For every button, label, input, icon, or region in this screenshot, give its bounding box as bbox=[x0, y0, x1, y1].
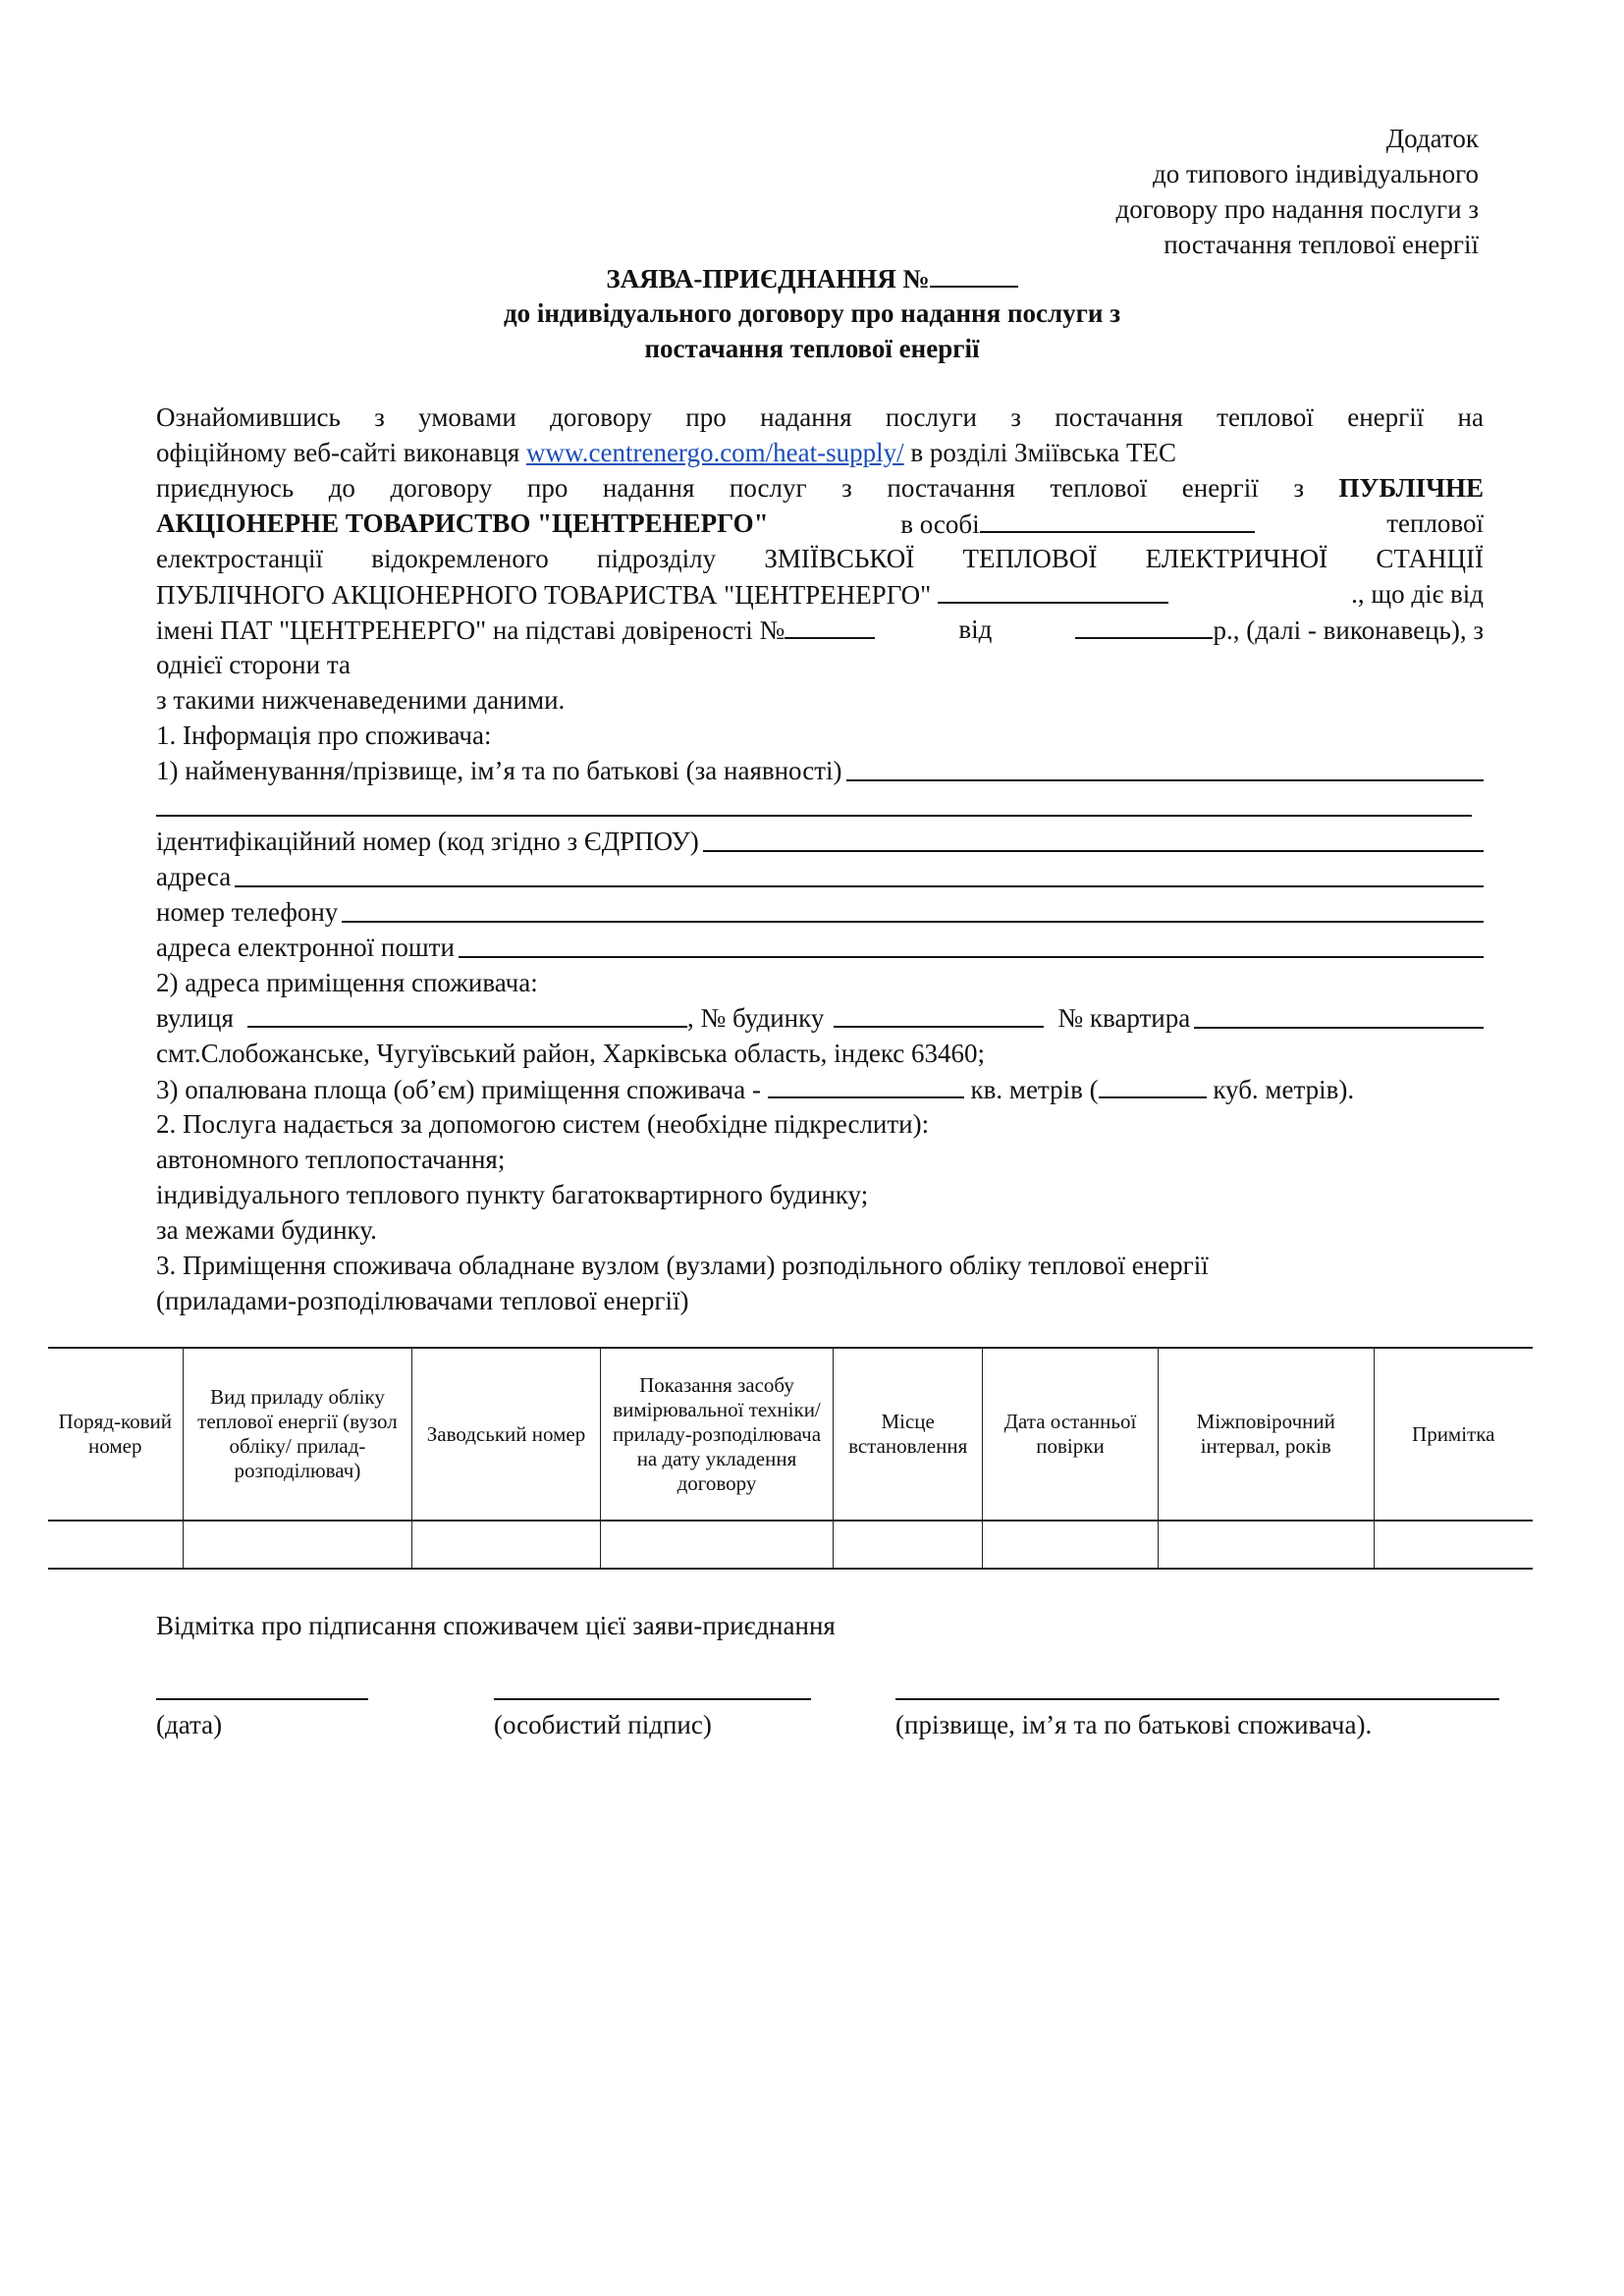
document-title: ЗАЯВА-ПРИЄДНАННЯ № bbox=[0, 260, 1624, 296]
website-link[interactable]: www.centrenergo.com/heat-supply/ bbox=[526, 438, 904, 467]
table-cell[interactable] bbox=[1159, 1521, 1374, 1569]
house-number-field[interactable] bbox=[834, 1000, 1044, 1028]
signature-caption: (особистий підпис) bbox=[494, 1710, 712, 1739]
column-header: Міжповірочний інтервал, років bbox=[1159, 1348, 1374, 1521]
table-cell[interactable] bbox=[412, 1521, 600, 1569]
power-of-attorney-date-blank[interactable] bbox=[1075, 612, 1213, 639]
system-option[interactable]: індивідуального теплового пункту багатоквартирного будинку; bbox=[156, 1180, 869, 1209]
appendix-line: договору про надання послуги з bbox=[1115, 194, 1479, 224]
column-header: Поряд-ковий номер bbox=[48, 1348, 183, 1521]
date-caption: (дата) bbox=[156, 1710, 223, 1739]
consumer-name-field[interactable] bbox=[846, 753, 1484, 781]
consumer-name-line[interactable] bbox=[895, 1698, 1499, 1700]
apartment-field[interactable] bbox=[1194, 1000, 1484, 1029]
signature-note: Відмітка про підписання споживачем цієї заяви-приєднання bbox=[156, 1611, 836, 1640]
representative-name-blank[interactable] bbox=[938, 576, 1168, 604]
application-number-blank[interactable] bbox=[930, 260, 1018, 288]
appendix-line: Додаток bbox=[1385, 124, 1479, 153]
table-cell[interactable] bbox=[834, 1521, 983, 1569]
column-header: Показання засобу вимірювальної техніки/ приладу-розподілювача на дату укладення договору bbox=[600, 1348, 834, 1521]
consumer-id-field[interactable] bbox=[703, 824, 1484, 852]
column-header: Вид приладу обліку теплової енергії (вузол обліку/ прилад-розподілювач) bbox=[183, 1348, 412, 1521]
heated-volume-field[interactable] bbox=[1099, 1071, 1207, 1098]
column-header: Заводський номер bbox=[412, 1348, 600, 1521]
consumer-name-field-2[interactable] bbox=[156, 788, 1472, 817]
document-subtitle-2: постачання теплової енергії bbox=[644, 334, 980, 363]
consumer-name-caption: (прізвище, ім’я та по батькові споживача). bbox=[895, 1710, 1373, 1739]
document-subtitle: до індивідуального договору про надання послуги з bbox=[503, 298, 1121, 328]
appendix-line: до типового індивідуального bbox=[1152, 159, 1479, 188]
power-of-attorney-number-blank[interactable] bbox=[785, 612, 875, 639]
section-1-heading: 1. Інформація про споживача: bbox=[156, 721, 492, 750]
consumer-address-field[interactable] bbox=[235, 859, 1484, 887]
metering-devices-table bbox=[48, 1347, 1533, 1570]
date-line[interactable] bbox=[156, 1698, 368, 1700]
consumer-email-field[interactable] bbox=[459, 930, 1484, 958]
appendix-note bbox=[1115, 121, 1479, 262]
column-header: Дата останньої повірки bbox=[982, 1348, 1158, 1521]
section-3-heading: 3. Приміщення споживача обладнане вузлом (вузлами) розподільного обліку теплової енергії bbox=[156, 1251, 1209, 1280]
table-cell[interactable] bbox=[183, 1521, 412, 1569]
signature-line[interactable] bbox=[494, 1698, 811, 1700]
table-row bbox=[48, 1521, 1533, 1569]
system-option[interactable]: за межами будинку. bbox=[156, 1215, 377, 1245]
heated-area-field[interactable] bbox=[768, 1071, 964, 1098]
street-field[interactable] bbox=[247, 1000, 687, 1028]
intro-paragraph: Ознайомившись з умовами договору про надання послуги з постачання теплової енергії на офіційному веб-сайті виконавця www.centrenergo.com/heat-supply/ в розділі Зміївська ТЕС приєднуюсь до договору про надання послуг з постачання теплової енергії з ПУБЛІЧНЕ АКЦІОНЕРНЕ ТОВАРИСТВО "ЦЕНТРЕНЕРГО" в особі теплової електростанції відокремленого підрозділу ЗМІЇВСЬКОЇ ТЕПЛОВОЇ ЕЛЕКТРИЧНОЇ СТАНЦІЇ ПУБЛІЧНОГО АКЦІОНЕРНОГО ТОВАРИСТВА "ЦЕНТРЕНЕРГО" ., що діє від імені ПАТ "ЦЕНТРЕНЕРГО" на підставі довіреності № від р., (далі - виконавець), з однієї сторони та з такими нижченаведеними даними. 1. Інформація про споживача: 1) найменування/прізвище, ім’я та по батькові (за наявності) ідентифікаційний номер (код згідно з ЄДРПОУ) адреса номер телефону адреса електронної пошти 2) адреса приміщення споживача: вулиця , № будинку № квартира смт.Слобожанське, Чугуївський район, Харківська область, індекс 63460; 3) опалювана площа (об’єм) приміщення споживача - кв. метрів ( куб. метрів). 2. Послуга надається за допомогою систем (необхідне підкреслити): автономного теплопостачання; індивідуального теплового пункту багатоквартирного будинку; за межами будинку. 3. Приміщення споживача обладнане вузлом (вузлами) розподільного обліку теплової енергії (приладами-розподілювачами теплової енергії) bbox=[156, 402, 1484, 1315]
table-cell[interactable] bbox=[48, 1521, 183, 1569]
appendix-line: постачання теплової енергії bbox=[1164, 230, 1479, 259]
representative-blank[interactable] bbox=[980, 506, 1255, 533]
table-cell[interactable] bbox=[982, 1521, 1158, 1569]
section-2-heading: 2. Послуга надається за допомогою систем (необхідне підкреслити): bbox=[156, 1109, 930, 1139]
table-cell[interactable] bbox=[1374, 1521, 1533, 1569]
consumer-phone-field[interactable] bbox=[342, 894, 1484, 923]
table-cell[interactable] bbox=[600, 1521, 834, 1569]
column-header: Примітка bbox=[1374, 1348, 1533, 1521]
column-header: Місце встановлення bbox=[834, 1348, 983, 1521]
system-option[interactable]: автономного теплопостачання; bbox=[156, 1145, 506, 1174]
table-header-row bbox=[48, 1348, 1533, 1521]
